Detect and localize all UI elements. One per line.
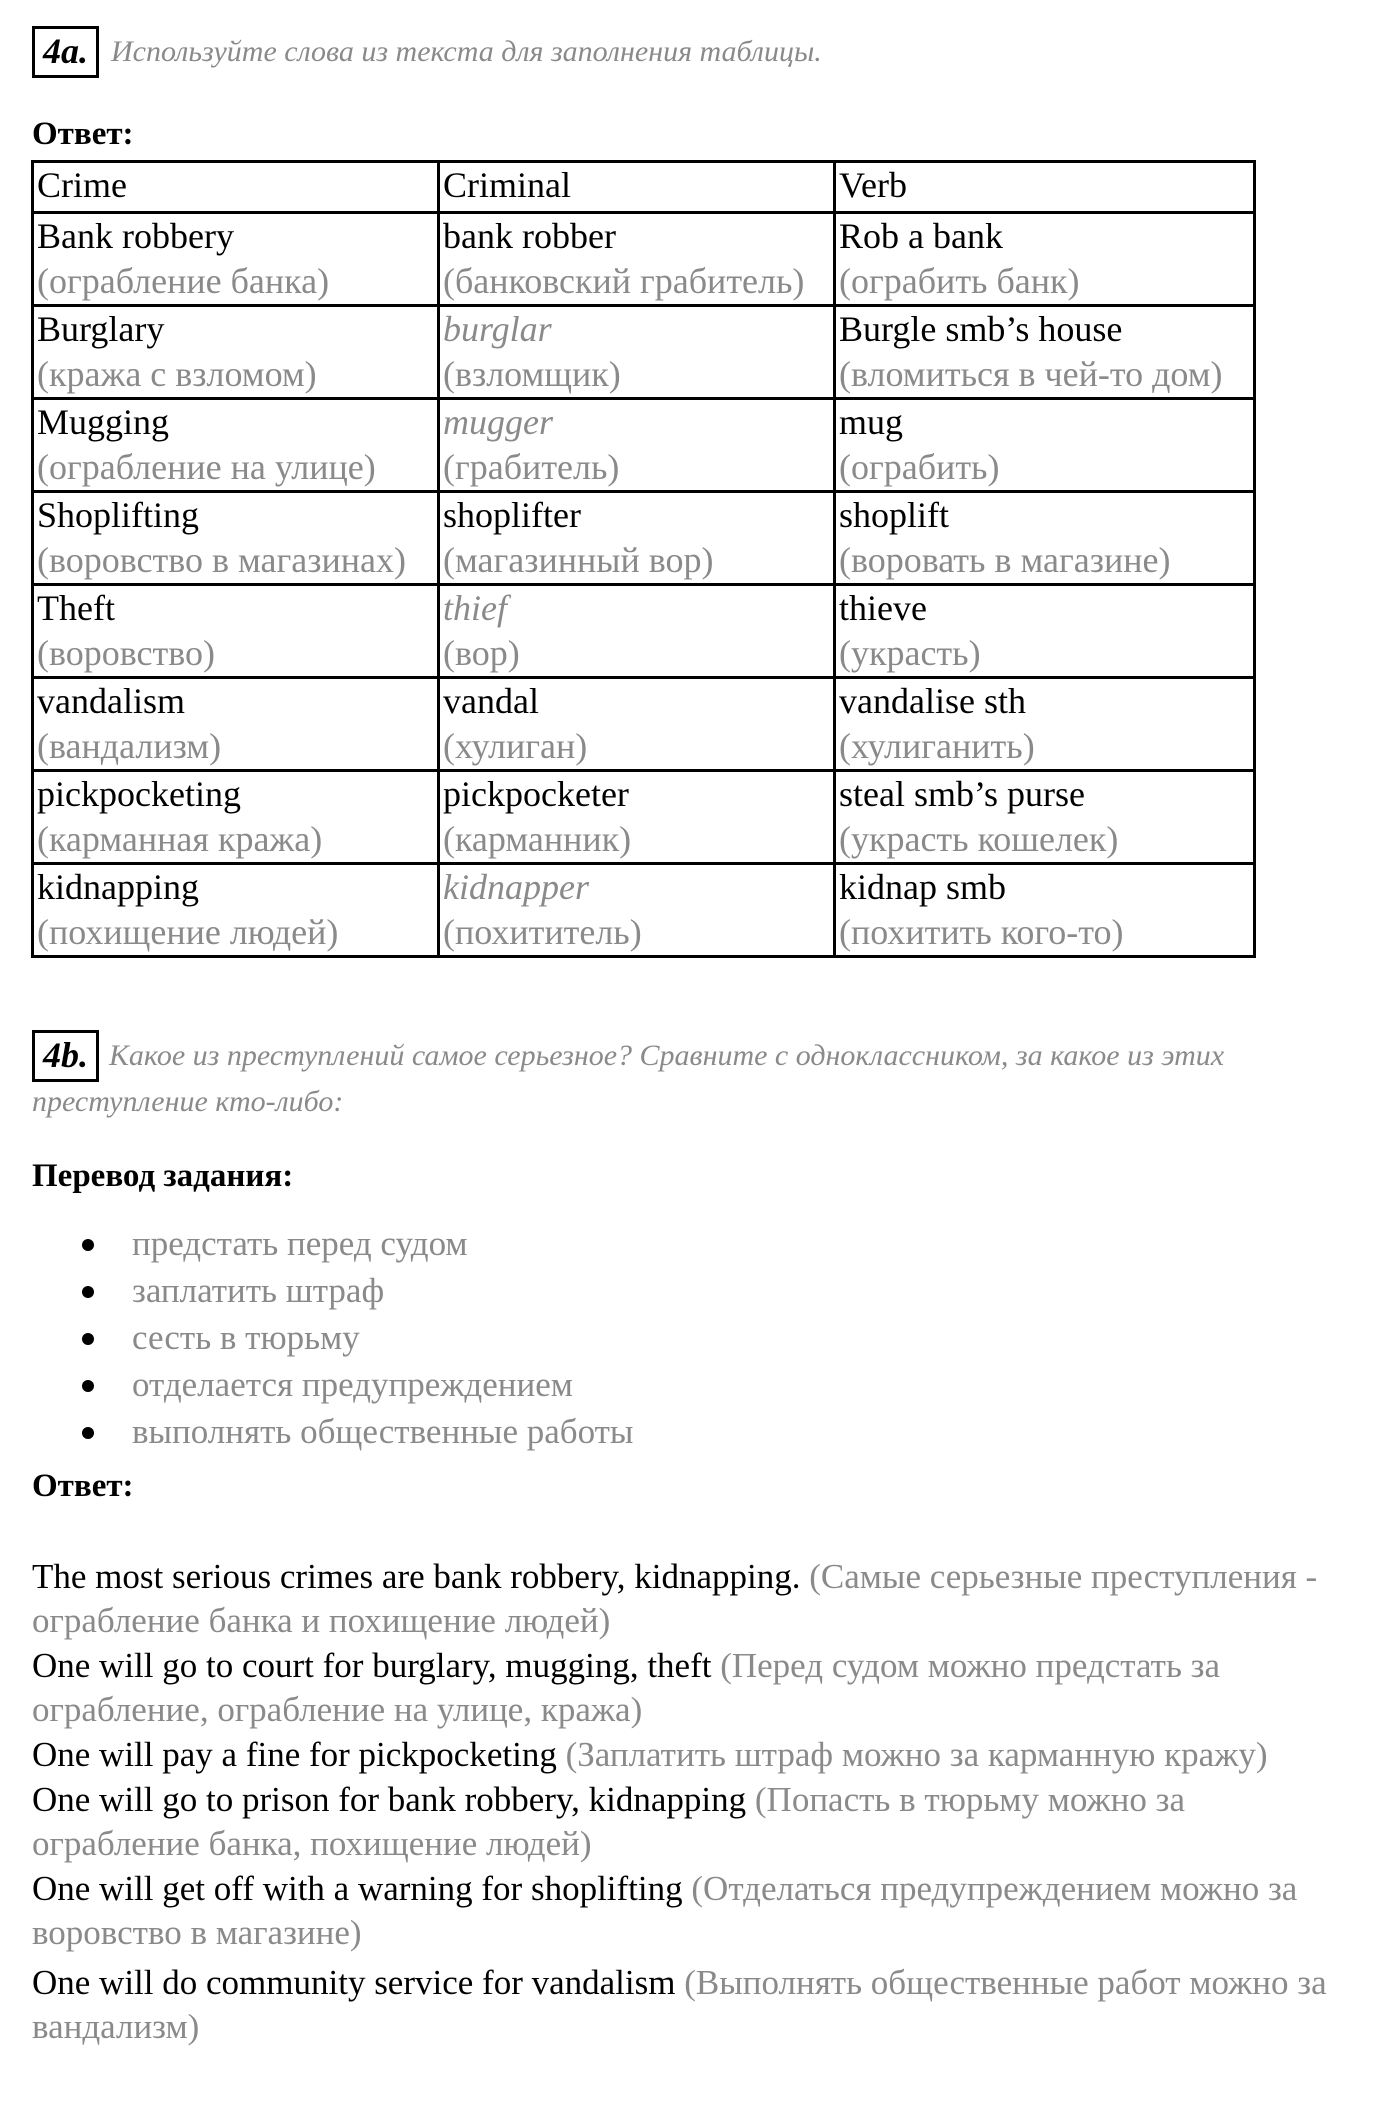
verb-ru: (ограбить банк) (839, 261, 1080, 301)
cell-criminal (439, 585, 835, 678)
verb-en: mug (839, 402, 904, 442)
answer-paragraph (32, 1961, 1352, 2049)
answer-en: One will go to prison for bank robbery, kidnapping (32, 1780, 747, 1819)
cell-criminal (439, 306, 835, 399)
answer-ru: (Перед судом можно предстать за ограбление, ограбление на улице, кража) (32, 1646, 1221, 1729)
crime-en: Mugging (37, 402, 170, 442)
table-row (33, 678, 1255, 771)
list-item: отделается предупреждением (80, 1361, 633, 1408)
criminal-ru: (хулиган) (443, 726, 588, 766)
criminal-en: shoplifter (443, 495, 581, 535)
criminal-en: pickpocketer (443, 774, 629, 814)
crime-en: Bank robbery (37, 216, 234, 256)
crime-ru: (похищение людей) (37, 912, 339, 952)
criminal-ru: (карманник) (443, 819, 632, 859)
cell-crime (33, 492, 439, 585)
verb-en: Burgle smb’s house (839, 309, 1123, 349)
cell-crime (33, 678, 439, 771)
answer-ru: (Отделаться предупреждением можно за воровство в магазине) (32, 1869, 1298, 1952)
crime-ru: (ограбление банка) (37, 261, 330, 301)
header-criminal: Criminal (439, 162, 835, 213)
verb-ru: (хулиганить) (839, 726, 1035, 766)
cell-criminal (439, 864, 835, 957)
table-row (33, 213, 1255, 306)
cell-verb (835, 771, 1255, 864)
verb-ru: (украсть) (839, 633, 981, 673)
crime-en: Shoplifting (37, 495, 200, 535)
cell-verb (835, 864, 1255, 957)
cell-verb (835, 399, 1255, 492)
cell-verb (835, 213, 1255, 306)
table-row (33, 399, 1255, 492)
answer-paragraph (32, 1733, 1352, 1777)
criminal-en: burglar (443, 309, 552, 349)
crime-en: vandalism (37, 681, 185, 721)
header-crime: Crime (33, 162, 439, 213)
task-4b-heading (32, 1030, 1342, 1122)
verb-ru: (вломиться в чей-то дом) (839, 354, 1223, 394)
answer-label-2: Ответ: (32, 1468, 134, 1504)
cell-crime (33, 213, 439, 306)
crime-ru: (кража с взломом) (37, 354, 317, 394)
crime-en: pickpocketing (37, 774, 241, 814)
answer-ru: (Самые серьезные преступления - ограбление банка и похищение людей) (32, 1557, 1318, 1640)
translation-label: Перевод задания: (32, 1158, 294, 1194)
answer-en: One will do community service for vandalism (32, 1963, 676, 2002)
cell-criminal (439, 678, 835, 771)
criminal-ru: (похититель) (443, 912, 642, 952)
answer-en: One will pay a fine for pickpocketing (32, 1735, 557, 1774)
answer-paragraph (32, 1867, 1352, 1955)
criminal-ru: (взломщик) (443, 354, 621, 394)
criminal-en: thief (443, 588, 507, 628)
cell-verb (835, 678, 1255, 771)
verb-en: kidnap smb (839, 867, 1006, 907)
crime-en: Theft (37, 588, 115, 628)
verb-en: Rob a bank (839, 216, 1003, 256)
cell-crime (33, 771, 439, 864)
criminal-ru: (вор) (443, 633, 520, 673)
list-item: выполнять общественные работы (80, 1408, 633, 1455)
answer-ru: (Попасть в тюрьму можно за ограбление банка, похищение людей) (32, 1780, 1186, 1863)
answer-paragraph (32, 1778, 1352, 1866)
answer-ru: (Заплатить штраф можно за карманную кражу) (565, 1735, 1268, 1774)
criminal-ru: (магазинный вор) (443, 540, 714, 580)
table-row (33, 771, 1255, 864)
crime-ru: (воровство) (37, 633, 215, 673)
answer-label-1: Ответ: (32, 116, 134, 152)
criminal-en: vandal (443, 681, 539, 721)
cell-crime (33, 306, 439, 399)
verb-en: shoplift (839, 495, 950, 535)
table-row (33, 864, 1255, 957)
task-4a-heading (32, 26, 822, 78)
task-4a-instruction: Используйте слова из текста для заполнения таблицы. (111, 35, 822, 68)
cell-verb (835, 306, 1255, 399)
answer-en: One will get off with a warning for shoplifting (32, 1869, 683, 1908)
bullet-list (80, 1220, 633, 1455)
verb-en: thieve (839, 588, 927, 628)
crime-en: Burglary (37, 309, 165, 349)
task-4b-instruction: Какое из преступлений самое серьезное? Сравните с одноклассником, за какое из этих преступление кто-либо: (32, 1039, 1225, 1119)
cell-crime (33, 585, 439, 678)
verb-en: steal smb’s purse (839, 774, 1085, 814)
task-4a-badge: 4a. (32, 26, 99, 78)
task-4b-badge: 4b. (32, 1030, 99, 1082)
crime-ru: (ограбление на улице) (37, 447, 376, 487)
crime-ru: (карманная кража) (37, 819, 323, 859)
crime-en: kidnapping (37, 867, 199, 907)
verb-ru: (украсть кошелек) (839, 819, 1119, 859)
crime-table (31, 160, 1256, 958)
table-header-row (33, 162, 1255, 213)
verb-ru: (ограбить) (839, 447, 1000, 487)
criminal-ru: (грабитель) (443, 447, 620, 487)
answer-paragraph (32, 1644, 1352, 1732)
crime-ru: (воровство в магазинах) (37, 540, 406, 580)
table-row (33, 492, 1255, 585)
cell-criminal (439, 213, 835, 306)
verb-ru: (воровать в магазине) (839, 540, 1171, 580)
table-row (33, 306, 1255, 399)
verb-en: vandalise sth (839, 681, 1026, 721)
criminal-ru: (банковский грабитель) (443, 261, 805, 301)
cell-criminal (439, 399, 835, 492)
crime-ru: (вандализм) (37, 726, 222, 766)
answer-en: One will go to court for burglary, mugging, theft (32, 1646, 712, 1685)
list-item: предстать перед судом (80, 1220, 633, 1267)
answer-ru: (Выполнять общественные работ можно за вандализм) (32, 1963, 1327, 2046)
list-item: сесть в тюрьму (80, 1314, 633, 1361)
cell-criminal (439, 492, 835, 585)
list-item: заплатить штраф (80, 1267, 633, 1314)
header-verb: Verb (835, 162, 1255, 213)
criminal-en: mugger (443, 402, 553, 442)
criminal-en: kidnapper (443, 867, 589, 907)
answers-block (32, 1555, 1352, 2050)
cell-verb (835, 585, 1255, 678)
cell-crime (33, 864, 439, 957)
cell-verb (835, 492, 1255, 585)
answer-paragraph (32, 1555, 1352, 1643)
answer-en: The most serious crimes are bank robbery, kidnapping. (32, 1557, 801, 1596)
cell-crime (33, 399, 439, 492)
table-row (33, 585, 1255, 678)
criminal-en: bank robber (443, 216, 616, 256)
cell-criminal (439, 771, 835, 864)
verb-ru: (похитить кого-то) (839, 912, 1124, 952)
